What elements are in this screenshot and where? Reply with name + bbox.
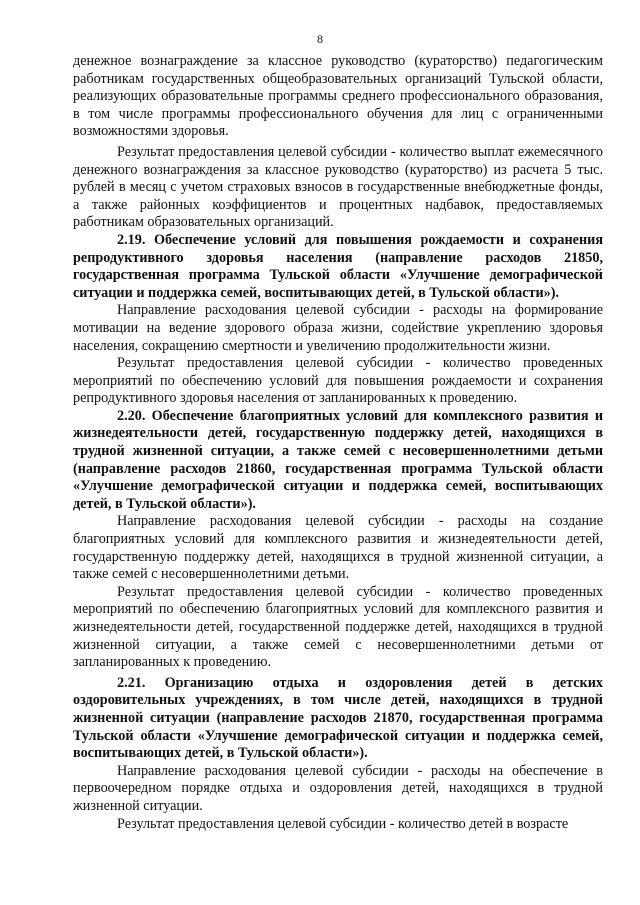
section-heading-2-19: 2.19. Обеспечение условий для повышения рождаемости и сохранения репродуктивного здоровья населения (направление расходов 21850, государственная программа Тульской области «Улучшение демографической ситуации и поддержка семей, воспитывающих детей, в Тульской области»). <box>73 231 603 301</box>
document-body <box>73 53 603 833</box>
paragraph-direction-2-21: Направление расходования целевой субсидии - расходы на обеспечение в первоочередном порядке отдыха и оздоровления детей, находящихся в трудной жизненной ситуации. <box>73 762 603 814</box>
paragraph-direction-2-19: Направление расходования целевой субсидии - расходы на формирование мотивации на ведение здорового образа жизни, содействие укреплению здоровья населения, сокращению смертности и увеличению продолжительности жизни. <box>73 302 603 354</box>
paragraph-result-2-18: Результат предоставления целевой субсидии - количество выплат ежемесячного денежного вознаграждения за классное руководство (кураторство) из расчета 5 тыс. рублей в месяц с учетом страховых взносов в государственные внебюджетные фонды, а также районных коэффициентов и процентных надбавок, предоставляемых работникам образовательных организаций. <box>73 143 603 231</box>
paragraph-direction-2-20: Направление расходования целевой субсидии - расходы на создание благоприятных условий для комплексного развития и жизнедеятельности детей, государственную поддержку детей, находящихся в трудной жизненной ситуации, а также семей с несовершеннолетними детьми. <box>73 513 603 583</box>
paragraph-result-2-21: Результат предоставления целевой субсидии - количество детей в возрасте <box>117 815 569 832</box>
paragraph-result-2-19: Результат предоставления целевой субсидии - количество проведенных мероприятий по обеспечению условий для повышения рождаемости и сохранения репродуктивного здоровья населения от запланированных к проведению. <box>73 355 603 407</box>
paragraph-continuation: денежное вознаграждение за классное руководство (кураторство) педагогическим работникам государственных общеобразовательных организаций Тульской области, реализующих образовательные программы среднего профессионального образования, в том числе программы профессионального обучения для лиц с ограниченными возможностями здоровья. <box>73 53 603 140</box>
page-number: 8 <box>317 32 323 46</box>
section-heading-2-21: 2.21. Организацию отдыха и оздоровления детей в детских оздоровительных учреждениях, в том числе детей, находящихся в трудной жизненной ситуации (направление расходов 21870, государственная программа Тульской области «Улучшение демографической ситуации и поддержка семей, воспитывающих детей, в Тульской области»). <box>73 674 603 762</box>
paragraph-result-2-20: Результат предоставления целевой субсидии - количество проведенных мероприятий по обеспечению благоприятных условий для комплексного развития и жизнедеятельности детей, государственной поддержке детей, находящихся в трудной жизненной ситуации, а также семей с несовершеннолетними детьми от запланированных к проведению. <box>73 583 603 671</box>
section-heading-2-20: 2.20. Обеспечение благоприятных условий для комплексного развития и жизнедеятельности детей, государственную поддержку детей, находящихся в трудной жизненной ситуации, а также семей с несовершеннолетними детьми (направление расходов 21860, государственная программа Тульской области «Улучшение демографической ситуации и поддержка семей, воспитывающих детей, в Тульской области»). <box>73 407 603 512</box>
